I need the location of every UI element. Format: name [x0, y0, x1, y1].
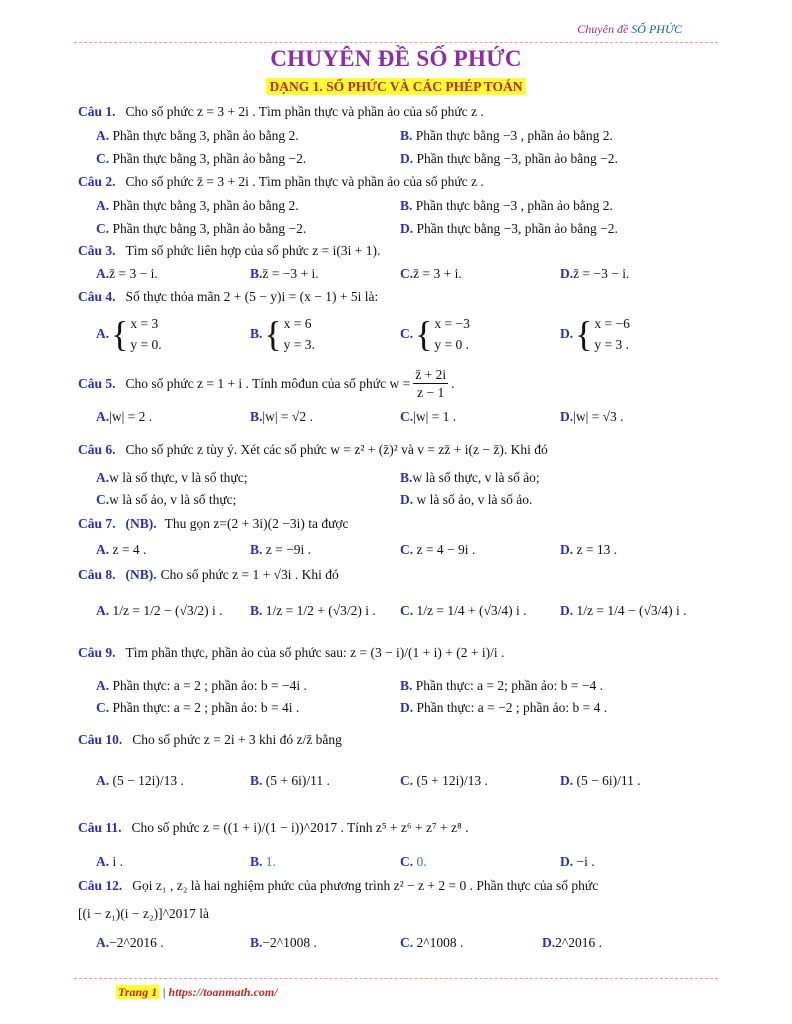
question-4: Câu 4. Số thực thỏa mãn 2 + (5 − y)i = (x − 1) + 5i là: [78, 289, 379, 304]
q2-option-d[interactable]: D. Phần thực bằng −3, phần ảo bằng −2. [400, 221, 618, 236]
q12-option-d[interactable]: D.2^2016 . [542, 935, 602, 950]
q3-option-d[interactable]: D.z̄ = −3 − i. [560, 266, 630, 281]
q8-option-b[interactable]: B. 1/z = 1/2 + (√3/2) i . [250, 603, 376, 618]
question-5: Câu 5. Cho số phức z = 1 + i . Tính môđun của số phức w = $\frac{z̄ + 2i}{z - 1}$ . [78, 367, 455, 400]
q11-option-d[interactable]: D. −i . [560, 854, 595, 869]
q8-option-a[interactable]: A. 1/z = 1/2 − (√3/2) i . [96, 603, 223, 618]
q12-option-a[interactable]: A.−2^2016 . [96, 935, 164, 950]
q3-option-a[interactable]: A.z̄ = 3 − i. [96, 266, 158, 281]
q4-option-c[interactable]: C. { x = −3 y = 0 . [400, 314, 470, 354]
question-12: Câu 12. Gọi z₁ , z₂ là hai nghiệm phức của phương trình z² − z + 2 = 0 . Phần thực của số phức [78, 878, 599, 893]
q10-option-a[interactable]: A. (5 − 12i)/13 . [96, 773, 184, 788]
footer-rule [74, 978, 718, 979]
q10-option-c[interactable]: C. (5 + 12i)/13 . [400, 773, 488, 788]
footer-link[interactable]: https://toanmath.com/ [168, 985, 278, 999]
q11-option-c[interactable]: C. 0. [400, 854, 427, 869]
q6-option-b[interactable]: B.w là số thực, v là số ảo; [400, 470, 540, 485]
page-title: CHUYÊN ĐỀ SỐ PHỨC [270, 46, 522, 71]
q8-option-d[interactable]: D. 1/z = 1/4 − (√3/4) i . [560, 603, 687, 618]
q9-option-d[interactable]: D. Phần thực: a = −2 ; phần ảo: b = 4 . [400, 700, 608, 715]
question-11: Câu 11. Cho số phức z = ((1 + i)/(1 − i))^2017 . Tính z⁵ + z⁶ + z⁷ + z⁸ . [78, 820, 469, 835]
q11-option-b[interactable]: B. 1. [250, 854, 276, 869]
q4-option-b[interactable]: B. { x = 6 y = 3. [250, 314, 315, 354]
q1-option-c[interactable]: C. Phần thực bằng 3, phần ảo bằng −2. [96, 151, 307, 166]
q10-option-b[interactable]: B. (5 + 6i)/11 . [250, 773, 330, 788]
question-2: Câu 2. Cho số phức z̄ = 3 + 2i . Tìm phần thực và phần ảo của số phức z . [78, 174, 484, 189]
q4-option-a[interactable]: A. { x = 3 y = 0. [96, 314, 162, 354]
header-rule [74, 42, 718, 43]
q9-option-a[interactable]: A. Phần thực: a = 2 ; phần ảo: b = −4i . [96, 678, 307, 693]
question-12-cont: [(i − z₁)(i − z₂)]^2017 là [78, 906, 210, 921]
q7-option-c[interactable]: C. z = 4 − 9i . [400, 542, 476, 557]
q5-option-a[interactable]: A.|w| = 2 . [96, 409, 153, 424]
q7-option-a[interactable]: A. z = 4 . [96, 542, 147, 557]
q7-option-b[interactable]: B. z = −9i . [250, 542, 311, 557]
section-subtitle: DẠNG 1. SỐ PHỨC VÀ CÁC PHÉP TOÁN [0, 79, 792, 95]
q5-option-d[interactable]: D.|w| = √3 . [560, 409, 624, 424]
running-header: Chuyên đề SỐ PHỨC [577, 22, 682, 36]
q5-option-b[interactable]: B.|w| = √2 . [250, 409, 313, 424]
q6-option-d[interactable]: D. w là số ảo, v là số ảo. [400, 492, 533, 507]
q2-option-b[interactable]: B. Phần thực bằng −3 , phần ảo bằng 2. [400, 198, 613, 213]
q2-option-a[interactable]: A. Phần thực bằng 3, phần ảo bằng 2. [96, 198, 299, 213]
question-1: Câu 1. Cho số phức z = 3 + 2i . Tìm phần thực và phần ảo của số phức z . [78, 104, 484, 119]
question-9: Câu 9. Tìm phần thực, phần ảo của số phức sau: z = (3 − i)/(1 + i) + (2 + i)/i . [78, 645, 505, 660]
q5-option-c[interactable]: C.|w| = 1 . [400, 409, 457, 424]
q9-option-b[interactable]: B. Phần thực: a = 2; phần ảo: b = −4 . [400, 678, 604, 693]
q1-option-d[interactable]: D. Phần thực bằng −3, phần ảo bằng −2. [400, 151, 618, 166]
q2-option-c[interactable]: C. Phần thực bằng 3, phần ảo bằng −2. [96, 221, 307, 236]
q10-option-d[interactable]: D. (5 − 6i)/11 . [560, 773, 641, 788]
q9-option-c[interactable]: C. Phần thực: a = 2 ; phần ảo: b = 4i . [96, 700, 300, 715]
q6-option-c[interactable]: C.w là số ảo, v là số thực; [96, 492, 237, 507]
q1-option-b[interactable]: B. Phần thực bằng −3 , phần ảo bằng 2. [400, 128, 613, 143]
q8-option-c[interactable]: C. 1/z = 1/4 + (√3/4) i . [400, 603, 527, 618]
q3-option-b[interactable]: B.z̄ = −3 + i. [250, 266, 319, 281]
question-6: Câu 6. Cho số phức z tùy ý. Xét các số phức w = z² + (z̄)² và v = zz̄ + i(z − z̄). Khi đó [78, 442, 548, 457]
page-footer: Trang 1 | https://toanmath.com/ [118, 985, 278, 999]
question-7: Câu 7. (NB). Thu gọn z=(2 + 3i)(2 −3i) ta được [78, 516, 349, 531]
q12-option-c[interactable]: C. 2^1008 . [400, 935, 464, 950]
question-8: Câu 8. (NB). Cho số phức z = 1 + √3i . Khi đó [78, 567, 339, 582]
q12-option-b[interactable]: B.−2^1008 . [250, 935, 317, 950]
question-3: Câu 3. Tìm số phức liên hợp của số phức z = i(3i + 1). [78, 243, 381, 258]
q3-option-c[interactable]: C.z̄ = 3 + i. [400, 266, 462, 281]
question-10: Câu 10. Cho số phức z = 2i + 3 khi đó z/z̄ bằng [78, 732, 342, 747]
q11-option-a[interactable]: A. i . [96, 854, 124, 869]
q4-option-d[interactable]: D. { x = −6 y = 3 . [560, 314, 630, 354]
q6-option-a[interactable]: A.w là số thực, v là số thực; [96, 470, 248, 485]
q7-option-d[interactable]: D. z = 13 . [560, 542, 618, 557]
q1-option-a[interactable]: A. Phần thực bằng 3, phần ảo bằng 2. [96, 128, 299, 143]
